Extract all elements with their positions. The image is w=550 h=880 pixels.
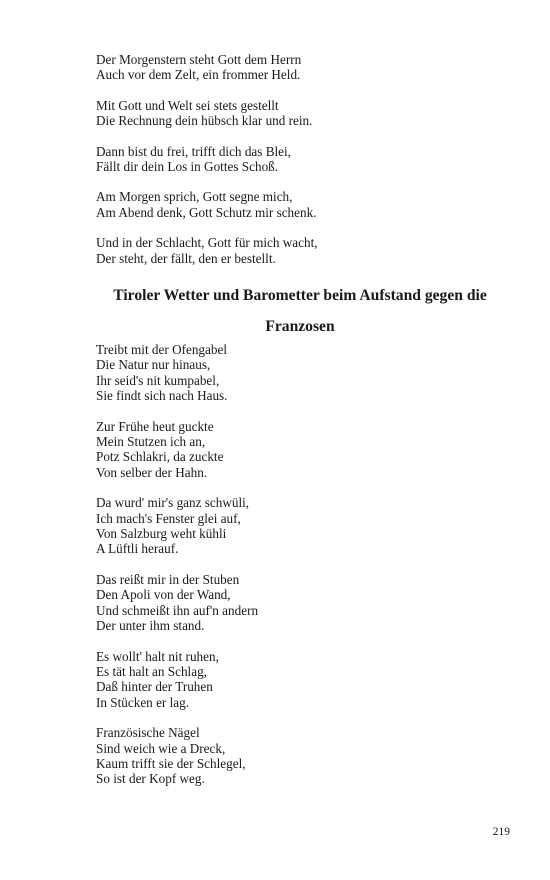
stanza [96, 572, 516, 634]
poem-line: So ist der Kopf weg. [96, 771, 205, 787]
poem-line: Sie findt sich nach Haus. [96, 388, 228, 404]
poem-line: Sind weich wie a Dreck, [96, 740, 226, 756]
poem-line: In Stücken er lag. [96, 694, 190, 710]
poem-line: Von Salzburg weht kühli [96, 526, 227, 542]
poem-line: Der steht, der fällt, den er bestellt. [96, 250, 276, 266]
poem-line: Zur Frühe heut guckte [96, 418, 214, 434]
poem-line: Da wurd' mir's ganz schwüli, [96, 495, 250, 511]
stanza [96, 189, 516, 220]
poem-line: Ihr seid's nit kumpabel, [96, 372, 220, 388]
poem-title-line-2: Franzosen [265, 318, 335, 335]
poem-line: Potz Schlakri, da zuckte [96, 449, 224, 465]
poem-line: Französische Nägel [96, 725, 200, 741]
poem-line: Am Abend denk, Gott Schutz mir schenk. [96, 204, 317, 220]
poem-line: Dann bist du frei, trifft dich das Blei, [96, 143, 291, 159]
stanza [96, 144, 516, 175]
stanza [96, 419, 516, 481]
stanza [96, 495, 516, 557]
poem-line: Die Natur nur hinaus, [96, 357, 211, 373]
poem-line: Mit Gott und Welt sei stets gestellt [96, 97, 279, 113]
poem-line: Fällt dir dein Los in Gottes Schoß. [96, 159, 279, 175]
poem-line: Am Morgen sprich, Gott segne mich, [96, 189, 293, 205]
poem-bottom [96, 342, 516, 802]
poem-line: Von selber der Hahn. [96, 464, 208, 480]
poem-line: Es tät halt an Schlag, [96, 663, 207, 679]
stanza [96, 98, 516, 129]
poem-line: Daß hinter der Truhen [96, 679, 213, 695]
poem-top [96, 52, 516, 281]
poem-line: Auch vor dem Zelt, ein frommer Held. [96, 67, 301, 83]
poem-line: Die Rechnung dein hübsch klar und rein. [96, 113, 313, 129]
poem-title-line-1: Tiroler Wetter und Barometter beim Aufstand gegen die [113, 287, 487, 304]
poem-line: Ich mach's Fenster glei auf, [96, 510, 241, 526]
poem-line: Kaum trifft sie der Schlegel, [96, 755, 246, 771]
page-number: 219 [492, 826, 510, 838]
stanza [96, 52, 516, 83]
stanza [96, 342, 516, 404]
poem-line: Es wollt' halt nit ruhen, [96, 648, 219, 664]
stanza [96, 725, 516, 787]
poem-line: Und in der Schlacht, Gott für mich wacht, [96, 235, 318, 251]
poem-line: Der unter ihm stand. [96, 618, 205, 634]
poem-line: Der Morgenstern steht Gott dem Herrn [96, 52, 302, 67]
poem-line: Mein Stutzen ich an, [96, 434, 206, 450]
poem-line: Treibt mit der Ofengabel [96, 342, 227, 357]
stanza [96, 649, 516, 711]
poem-line: Den Apoli von der Wand, [96, 587, 231, 603]
poem-line: A Lüftli herauf. [96, 541, 179, 557]
poem-line: Das reißt mir in der Stuben [96, 571, 240, 587]
poem-line: Und schmeißt ihn auf'n andern [96, 602, 259, 618]
stanza [96, 235, 516, 266]
